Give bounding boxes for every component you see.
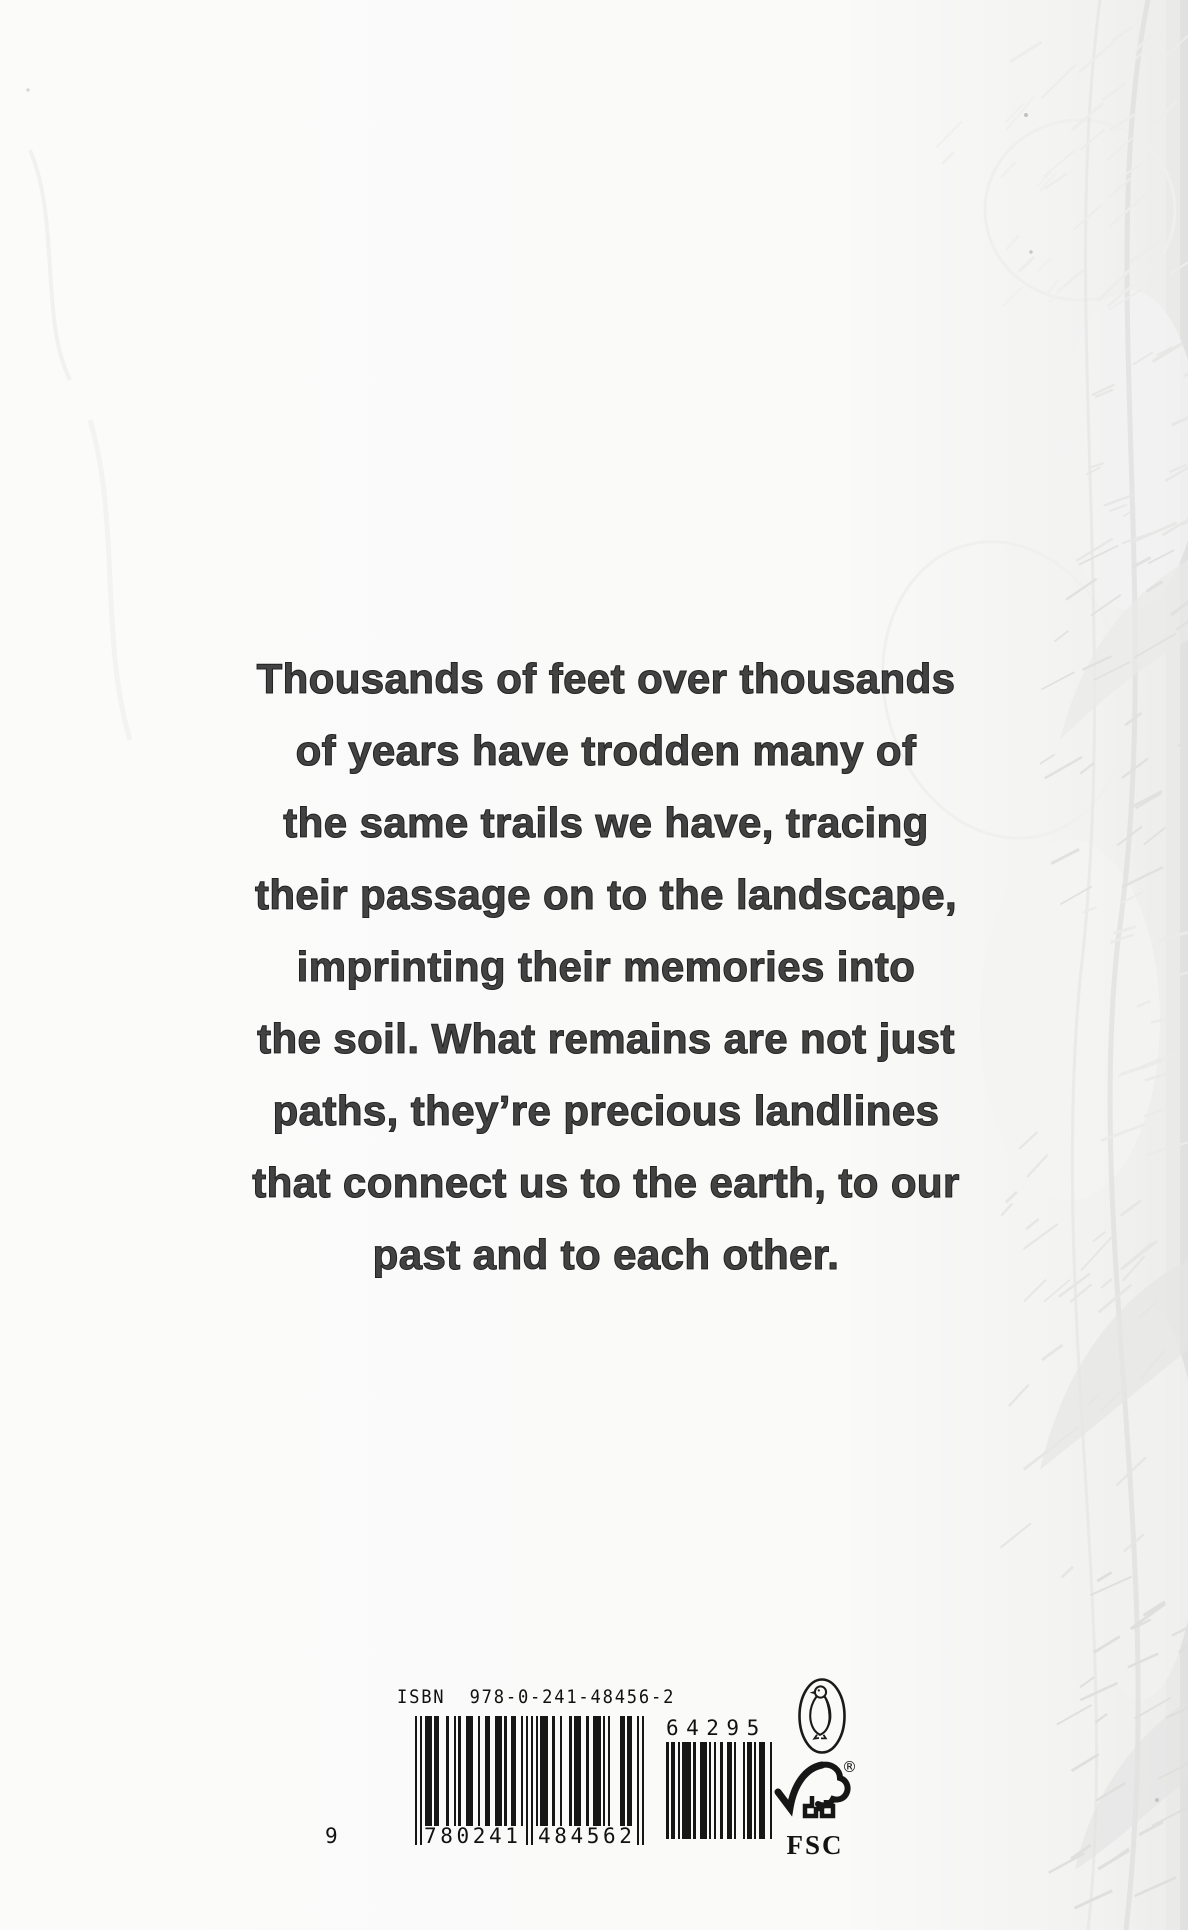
barcode-bar — [593, 1716, 600, 1826]
barcode-bar — [678, 1742, 680, 1839]
barcode-bar — [700, 1742, 707, 1839]
barcode-bar — [569, 1716, 571, 1826]
barcode-bar — [642, 1716, 644, 1845]
barcode-bar — [454, 1716, 456, 1826]
barcode-bar — [478, 1716, 480, 1826]
barcode-bar — [727, 1742, 732, 1839]
barcode-bar — [714, 1742, 716, 1839]
barcode-bar — [458, 1716, 460, 1826]
quote-line-4: their passage on to the landscape, — [254, 871, 958, 918]
barcode-bar — [620, 1716, 625, 1826]
barcode-bar — [415, 1716, 417, 1845]
paper-speck — [1029, 250, 1032, 253]
texture-mark — [30, 150, 70, 380]
ean13-right-digits: 484562 — [538, 1824, 636, 1848]
isbn-label: ISBN 978-0-241-48456-2 — [397, 1686, 676, 1708]
paper-speck — [1024, 113, 1028, 117]
quote-line-3: the same trails we have, tracing — [283, 799, 929, 846]
fsc-label: FSC — [786, 1830, 844, 1860]
paper-speck — [26, 88, 29, 91]
barcode-bar — [446, 1716, 448, 1826]
barcode-bar — [552, 1716, 554, 1826]
penguin-logo-icon — [796, 1676, 848, 1756]
barcode-bar — [521, 1716, 523, 1826]
barcode-bar — [608, 1716, 610, 1826]
quote-line-9: past and to each other. — [372, 1231, 840, 1278]
barcode-bar — [540, 1716, 547, 1826]
barcode-bar — [747, 1742, 752, 1839]
barcode-bar — [434, 1716, 439, 1826]
blurb-quote — [156, 643, 1056, 1291]
ean13-left-digits: 780241 — [424, 1824, 522, 1848]
barcode-bar — [504, 1716, 506, 1826]
texture-mark — [90, 420, 130, 740]
barcode-bar — [627, 1716, 632, 1826]
barcode-bar — [671, 1742, 676, 1839]
barcode-bar — [495, 1716, 502, 1826]
barcode-bar — [420, 1716, 422, 1845]
barcode-bar — [574, 1716, 581, 1826]
barcode-bar — [720, 1742, 722, 1839]
paper-speck — [1155, 1798, 1159, 1802]
quote-line-2: of years have trodden many of — [295, 727, 917, 774]
barcode-bar — [734, 1742, 736, 1839]
barcode-bar — [743, 1742, 745, 1839]
barcode-bar — [511, 1716, 516, 1826]
barcode-bar — [754, 1742, 756, 1839]
barcode-bar — [603, 1716, 605, 1826]
quote-line-1: Thousands of feet over thousands — [256, 655, 956, 702]
barcode-bar — [709, 1742, 711, 1839]
barcode-bar — [682, 1742, 691, 1839]
quote-line-6: the soil. What remains are not just — [257, 1015, 955, 1062]
barcode-bar — [693, 1742, 695, 1839]
quote-line-8: that connect us to the earth, to our — [252, 1159, 960, 1206]
barcode-bar — [666, 1742, 668, 1839]
barcode-bar — [586, 1716, 588, 1826]
ean5-addon-barcode — [664, 1742, 772, 1839]
barcode-bar — [560, 1716, 562, 1826]
ean13-lead-digit: 9 — [325, 1824, 338, 1848]
texture-blob — [1060, 290, 1188, 610]
barcode-bar — [526, 1716, 528, 1845]
barcode-bar — [536, 1716, 538, 1826]
quote-line-7: paths, they’re precious landlines — [272, 1087, 940, 1134]
barcode-bar — [637, 1716, 639, 1845]
quote-line-5: imprinting their memories into — [296, 943, 916, 990]
fsc-logo — [770, 1754, 866, 1860]
barcode-bar — [759, 1742, 766, 1839]
registered-trademark-icon: ® — [842, 1758, 857, 1776]
barcode-bar — [425, 1716, 432, 1826]
barcode-bar — [531, 1716, 533, 1845]
ean5-addon-digits: 64295 — [666, 1716, 767, 1740]
barcode-bar — [466, 1716, 473, 1826]
barcode-bar — [485, 1716, 490, 1826]
